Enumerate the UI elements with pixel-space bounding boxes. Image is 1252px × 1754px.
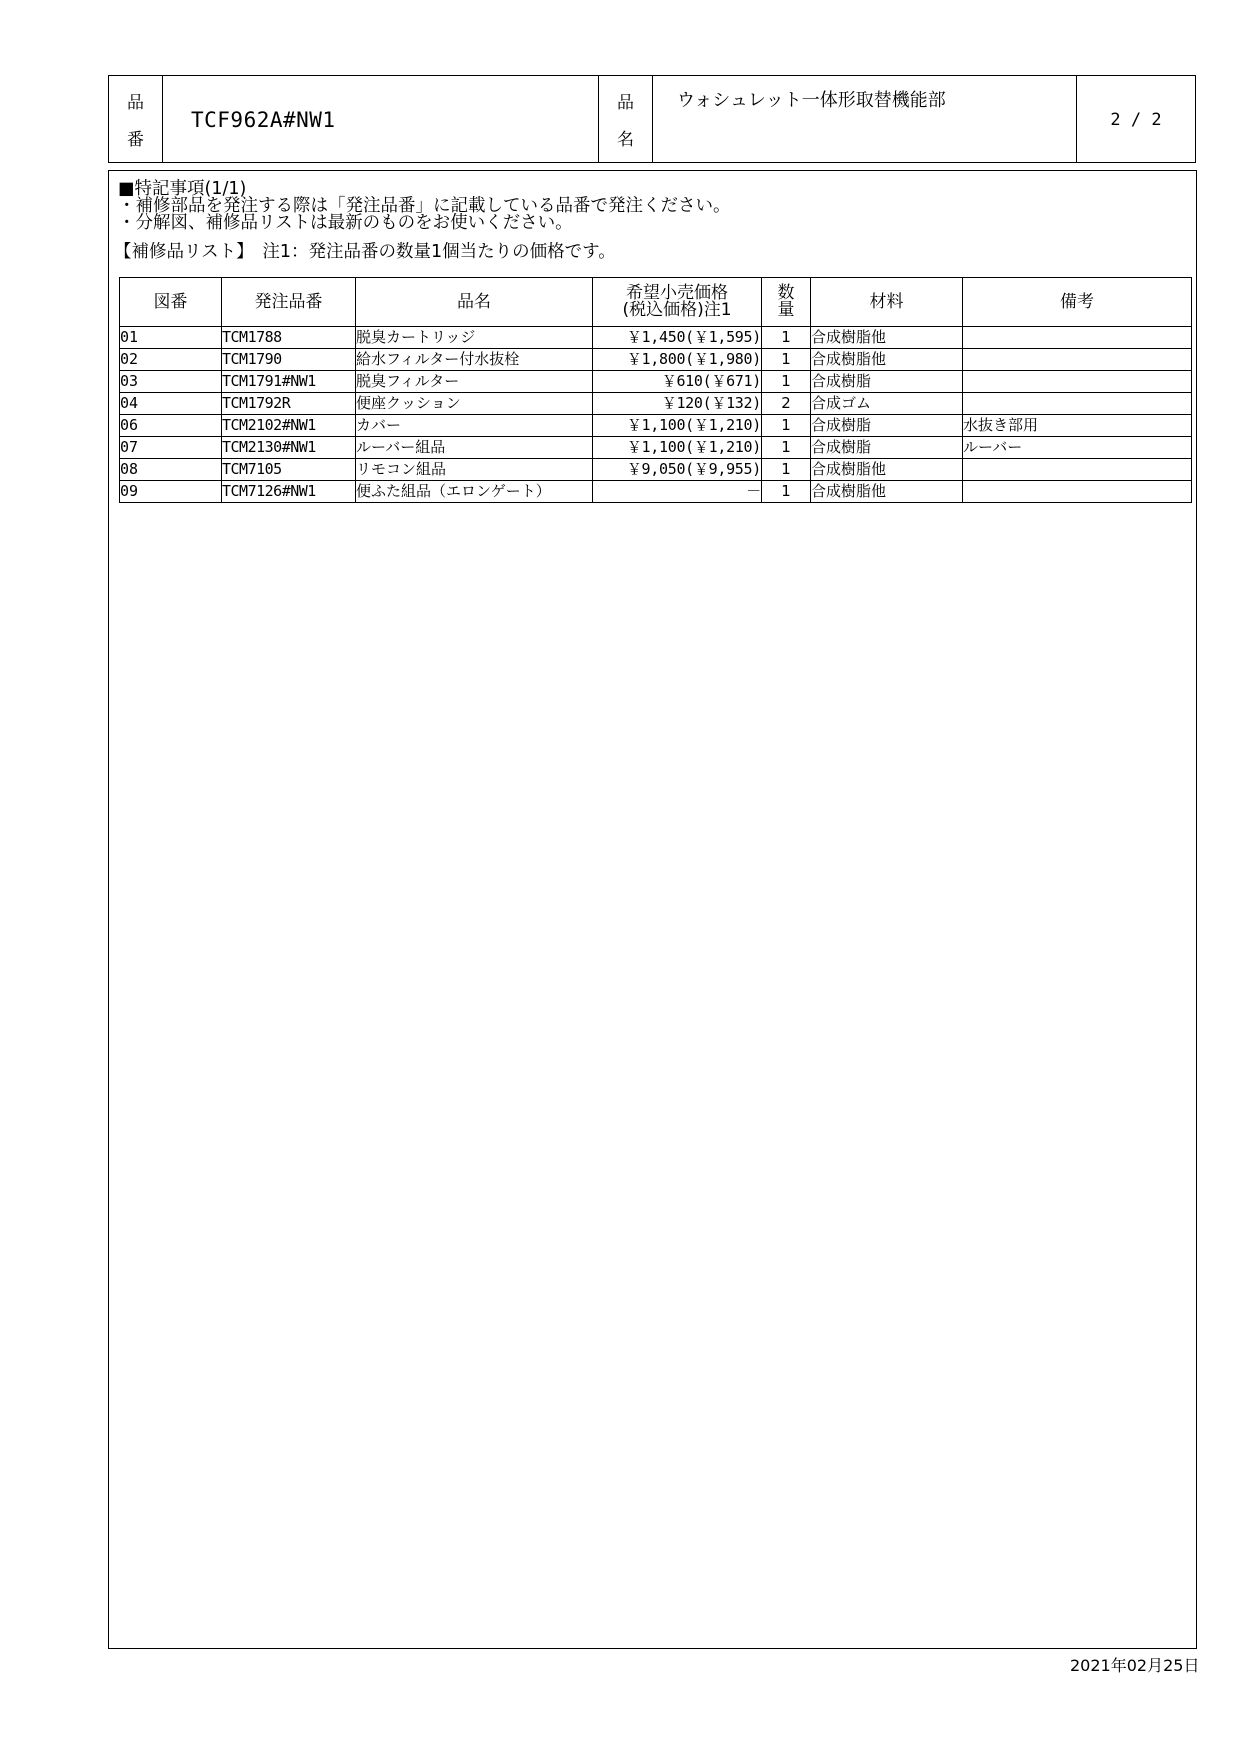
cell-fig: 03 [120, 371, 222, 393]
cell-fig: 02 [120, 349, 222, 371]
cell-code: TCM2130#NW1 [222, 437, 356, 459]
cell-material: 合成樹脂他 [811, 459, 963, 481]
table-row [120, 415, 1192, 437]
cell-remarks [963, 349, 1192, 371]
product-code-label [109, 76, 163, 162]
col-header-qty-line-1: 数 [777, 283, 795, 303]
cell-name: 脱臭カートリッジ [356, 327, 593, 349]
cell-remarks [963, 371, 1192, 393]
cell-code: TCM1792R [222, 393, 356, 415]
product-name-label-char-1: 品 [617, 93, 634, 113]
table-row [120, 393, 1192, 415]
product-name-label-char-2: 名 [617, 130, 634, 150]
cell-qty: 1 [762, 349, 811, 371]
cell-fig: 09 [120, 481, 222, 503]
cell-price: ￥9,050(￥9,955) [593, 459, 762, 481]
product-code-label-char-1: 品 [127, 93, 144, 113]
cell-material: 合成樹脂他 [811, 349, 963, 371]
product-code-label-char-2: 番 [127, 130, 144, 150]
cell-fig: 04 [120, 393, 222, 415]
cell-code: TCM2102#NW1 [222, 415, 356, 437]
col-header-price-line-1: 希望小売価格 [626, 283, 728, 303]
cell-qty: 1 [762, 415, 811, 437]
cell-name: 便ふた組品（エロンゲート） [356, 481, 593, 503]
cell-qty: 1 [762, 437, 811, 459]
cell-remarks [963, 481, 1192, 503]
cell-material: 合成樹脂 [811, 415, 963, 437]
cell-fig: 01 [120, 327, 222, 349]
special-notes [118, 181, 731, 232]
notes-line-1: ・補修部品を発注する際は「発注品番」に記載している品番で発注ください。 [118, 196, 731, 216]
col-header-price-line-2: (税込価格)注1 [622, 300, 732, 320]
cell-name: 給水フィルター付水抜栓 [356, 349, 593, 371]
cell-material: 合成樹脂 [811, 371, 963, 393]
table-row [120, 327, 1192, 349]
table-row [120, 371, 1192, 393]
cell-remarks: ルーバー [963, 437, 1192, 459]
cell-name: ルーバー組品 [356, 437, 593, 459]
cell-material: 合成樹脂 [811, 437, 963, 459]
cell-fig: 08 [120, 459, 222, 481]
notes-line-2: ・分解図、補修品リストは最新のものをお使いください。 [118, 213, 573, 233]
cell-remarks [963, 459, 1192, 481]
col-header-remarks: 備考 [963, 278, 1192, 327]
header-box [108, 75, 1196, 163]
cell-qty: 1 [762, 327, 811, 349]
parts-list-heading: 【補修品リスト】 注1：発注品番の数量1個当たりの価格です。 [114, 242, 616, 262]
cell-remarks: 水抜き部用 [963, 415, 1192, 437]
product-name: ウォシュレット一体形取替機能部 [653, 76, 1077, 162]
page-number: 2 / 2 [1110, 110, 1162, 130]
col-header-qty [762, 278, 811, 327]
col-header-price [593, 278, 762, 327]
table-row [120, 349, 1192, 371]
table-row [120, 437, 1192, 459]
cell-price: ￥1,450(￥1,595) [593, 327, 762, 349]
product-name-label [599, 76, 653, 162]
table-row [120, 459, 1192, 481]
table-row [120, 481, 1192, 503]
col-header-fig: 図番 [120, 278, 222, 327]
cell-code: TCM1790 [222, 349, 356, 371]
cell-qty: 2 [762, 393, 811, 415]
cell-code: TCM7105 [222, 459, 356, 481]
issue-date: 2021年02月25日 [1070, 1656, 1200, 1675]
cell-price: ￥120(￥132) [593, 393, 762, 415]
cell-remarks [963, 393, 1192, 415]
cell-name: リモコン組品 [356, 459, 593, 481]
cell-qty: 1 [762, 371, 811, 393]
cell-code: TCM1791#NW1 [222, 371, 356, 393]
col-header-name: 品名 [356, 278, 593, 327]
col-header-code: 発注品番 [222, 278, 356, 327]
cell-material: 合成樹脂他 [811, 327, 963, 349]
cell-fig: 06 [120, 415, 222, 437]
cell-material: 合成樹脂他 [811, 481, 963, 503]
table-header-row [120, 278, 1192, 327]
cell-name: 脱臭フィルター [356, 371, 593, 393]
cell-price: ￥1,800(￥1,980) [593, 349, 762, 371]
col-header-material: 材料 [811, 278, 963, 327]
cell-price: ￥1,100(￥1,210) [593, 415, 762, 437]
cell-material: 合成ゴム [811, 393, 963, 415]
cell-fig: 07 [120, 437, 222, 459]
cell-qty: 1 [762, 481, 811, 503]
cell-qty: 1 [762, 459, 811, 481]
cell-code: TCM7126#NW1 [222, 481, 356, 503]
col-header-qty-line-2: 量 [777, 300, 795, 320]
notes-title: ■特記事項(1/1) [118, 179, 247, 199]
cell-code: TCM1788 [222, 327, 356, 349]
cell-price: ￥610(￥671) [593, 371, 762, 393]
cell-price: － [593, 481, 762, 503]
cell-name: 便座クッション [356, 393, 593, 415]
cell-remarks [963, 327, 1192, 349]
parts-table [119, 277, 1192, 503]
cell-price: ￥1,100(￥1,210) [593, 437, 762, 459]
product-code: TCF962A#NW1 [163, 76, 599, 162]
cell-name: カバー [356, 415, 593, 437]
